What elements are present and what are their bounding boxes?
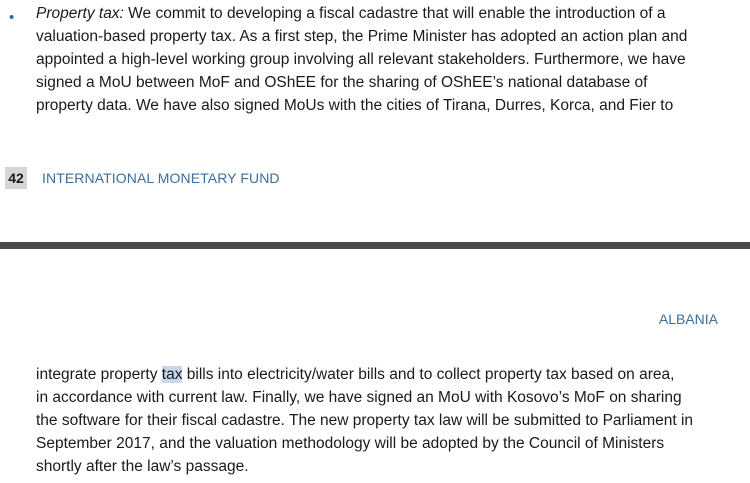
- paragraph-line: integrate property tax bills into electricity/water bills and to collect property tax based on area,: [36, 366, 675, 383]
- paragraph-line: shortly after the law’s passage.: [36, 458, 249, 475]
- continued-paragraph: [36, 363, 748, 478]
- footer-organization: INTERNATIONAL MONETARY FUND: [42, 170, 280, 186]
- search-highlight[interactable]: tax: [161, 366, 183, 383]
- page-break-divider: [0, 242, 750, 249]
- page-number: 42: [5, 167, 27, 189]
- paragraph-line: property data. We have also signed MoUs with the cities of Tirana, Durres, Korca, and Fier to: [36, 97, 674, 114]
- property-tax-paragraph: [36, 2, 748, 117]
- bullet-marker: •: [9, 9, 15, 26]
- paragraph-line: in accordance with current law. Finally, we have signed an MoU with Kosovo’s MoF on sharing: [36, 389, 682, 406]
- paragraph-line: signed a MoU between MoF and OShEE for the sharing of OShEE’s national database of: [36, 74, 648, 91]
- paragraph-line: appointed a high-level working group involving all relevant stakeholders. Furthermore, we have: [36, 51, 686, 68]
- page-footer: [0, 167, 750, 189]
- paragraph-line: Property tax: We commit to developing a fiscal cadastre that will enable the introduction of a: [36, 5, 666, 22]
- paragraph-line: September 2017, and the valuation methodology will be adopted by the Council of Ministers: [36, 435, 665, 452]
- running-header-country: ALBANIA: [658, 311, 718, 327]
- paragraph-lead: Property tax:: [36, 5, 124, 22]
- paragraph-line: the software for their fiscal cadastre. The new property tax law will be submitted to Parliament in: [36, 412, 694, 429]
- paragraph-line: valuation-based property tax. As a first step, the Prime Minister has adopted an action plan and: [36, 28, 688, 45]
